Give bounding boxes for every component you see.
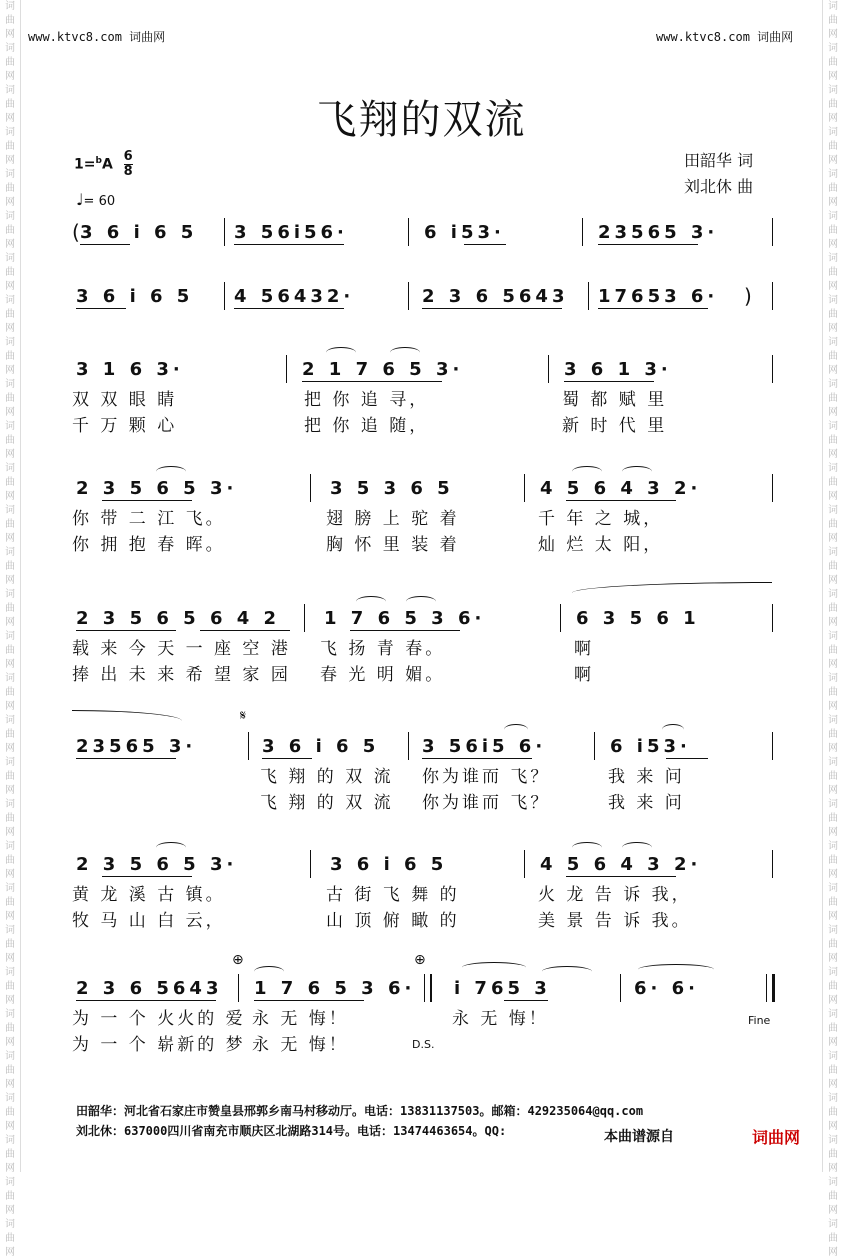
- bar-line: [772, 282, 773, 310]
- measure: 23565 3·: [76, 736, 197, 757]
- lyric-verse-2: 为 一 个 崭新的 梦: [72, 1035, 246, 1055]
- lyric-verse-1: 永 无 悔！: [252, 1009, 349, 1029]
- bar-line: [588, 282, 589, 310]
- bar-line: [286, 355, 287, 383]
- lyric-verse-2: 啊: [574, 665, 594, 685]
- bar-line: [582, 218, 583, 246]
- lyric-verse-2: 千 万 颗 心: [72, 416, 178, 436]
- fine-marking: Fine: [748, 1014, 771, 1027]
- score-row-7: [72, 850, 777, 931]
- lyric-verse-1: 黄 龙 溪 古 镇。: [72, 885, 226, 905]
- song-title: 飞翔的双流: [316, 97, 527, 143]
- measure: 2 3 6 5643: [422, 286, 569, 307]
- repeat-paren-open: (: [72, 220, 80, 244]
- bar-line: [772, 355, 773, 383]
- lyric-verse-2: 胸 怀 里 装 着: [326, 535, 460, 555]
- bar-line: [310, 474, 311, 502]
- composer-contact: 刘北休：637000四川省南充市顺庆区北湖路314号。电话：13474463654。QQ:: [76, 1124, 507, 1138]
- lyric-verse-2: 牧 马 山 白 云，: [72, 911, 226, 931]
- measure: 3 5 3 6 5: [330, 478, 454, 499]
- lyric-verse-1: 古 街 飞 舞 的: [326, 885, 460, 905]
- lyricist-contact: 田韶华：河北省石家庄市赞皇县邢郭乡南马村移动厅。电话：13831137503。邮箱：429235064@qq.com: [76, 1104, 644, 1118]
- bar-line: [224, 282, 225, 310]
- bar-line: [772, 604, 773, 632]
- lyric-verse-2: 你为谁而 飞？: [422, 793, 551, 813]
- lyric-verse-1: 蜀 都 赋 里: [562, 390, 668, 410]
- bar-line: [594, 732, 595, 760]
- bar-line: [772, 850, 773, 878]
- lyric-verse-1: 火 龙 告 诉 我，: [538, 885, 692, 905]
- measure: 6 3 5 6 1: [576, 608, 700, 629]
- score-row-3: [72, 355, 777, 436]
- lyric-verse-1: 载 来 今 天 一 座 空 港: [72, 639, 291, 659]
- bar-line: [424, 974, 425, 1002]
- lyric-verse-2: 春 光 明 媚。: [320, 665, 446, 685]
- site-url-right[interactable]: www.ktvc8.com 词曲网: [656, 30, 794, 44]
- time-signature: $\frac{6}{8}$: [123, 149, 133, 179]
- bar-line: [224, 218, 225, 246]
- measure: 3 6 1 3·: [564, 359, 672, 380]
- lyric-verse-1: 翅 膀 上 驼 着: [326, 509, 460, 529]
- measure: 6· 6·: [634, 978, 699, 999]
- measure: 6 i53·: [610, 736, 691, 757]
- final-bar-thin: [766, 974, 767, 1002]
- measure: 1 7 6 5 3 6·: [324, 608, 486, 629]
- measure: 4 5 6 4 3 2·: [540, 854, 702, 875]
- lyric-verse-2: 永 无 悔！: [252, 1035, 349, 1055]
- coda-sign: ⊕: [414, 952, 426, 968]
- score-row-1: [72, 218, 777, 256]
- measure: 4 5 6 4 3 2·: [540, 478, 702, 499]
- measure: 4 56432·: [234, 286, 355, 307]
- bar-line: [408, 218, 409, 246]
- measure: 3 56i56·: [234, 222, 348, 243]
- bar-line: [620, 974, 621, 1002]
- lyric-verse-1: 把 你 追 寻，: [304, 390, 430, 410]
- score-row-2: [72, 282, 777, 320]
- measure: i 765 3: [454, 978, 551, 999]
- measure: 23565 3·: [598, 222, 719, 243]
- watermark-right: 词 曲 网 词 曲 网 词 曲 网 词 曲 网 词 曲 网 词 曲 网 词 曲 网 词 曲 网 词 曲 网 词 曲 网 词 曲 网 词 曲 网 词 曲 网 词 曲 网 词 曲 网 词 曲 网 词 曲 网 词 曲 网 词 曲 网 词 曲 网 词 曲 网 词 曲 网 词 曲 网 词 曲 网 词 曲 网 词 曲 网 词 曲 网 词 曲 网 词 曲 网 词 曲 网: [828, 1, 838, 1258]
- measure: 2 3 5 6 5 3·: [76, 478, 238, 499]
- score-row-6: [72, 708, 777, 813]
- lyric-verse-2: 我 来 问: [608, 793, 685, 813]
- measure: 3 6 i 6 5: [330, 854, 448, 875]
- tempo-marking: ♩= 60: [76, 190, 116, 209]
- margin-line-right: [822, 0, 823, 1172]
- lyric-verse-1: 双 双 眼 睛: [72, 390, 178, 410]
- coda-sign: ⊕: [232, 952, 244, 968]
- bar-line: [310, 850, 311, 878]
- watermark-left: 词 曲 网 词 曲 网 词 曲 网 词 曲 网 词 曲 网 词 曲 网 词 曲 网 词 曲 网 词 曲 网 词 曲 网 词 曲 网 词 曲 网 词 曲 网 词 曲 网 词 曲 网 词 曲 网 词 曲 网 词 曲 网 词 曲 网 词 曲 网 词 曲 网 词 曲 网 词 曲 网 词 曲 网 词 曲 网 词 曲 网 词 曲 网 词 曲 网 词 曲 网 词 曲 网: [5, 1, 15, 1258]
- measure: 2 3 5 6 5 3·: [76, 854, 238, 875]
- bar-line: [772, 732, 773, 760]
- bar-line: [408, 732, 409, 760]
- measure: 3 6 i 6 5: [76, 286, 194, 307]
- lyric-verse-1: 千 年 之 城，: [538, 509, 664, 529]
- measure: 6 i53·: [424, 222, 505, 243]
- repeat-paren-close: ): [744, 284, 752, 308]
- source-label: 本曲谱源自: [604, 1129, 674, 1145]
- lyric-verse-2: 灿 烂 太 阳，: [538, 535, 664, 555]
- measure: 1 7 6 5 3 6·: [254, 978, 416, 999]
- segno-sign: 𝄋: [240, 708, 247, 724]
- lyricist-credit: 田韶华 词: [684, 151, 754, 170]
- lyric-verse-1: 你为谁而 飞？: [422, 767, 551, 787]
- key-signature: 1=$^b$A $\frac{6}{8}$: [74, 149, 133, 179]
- bar-line: [238, 974, 239, 1002]
- measure: 3 56i5 6·: [422, 736, 547, 757]
- measure: 2 3 5 6 5 6 4 2: [76, 608, 281, 629]
- measure: 2 3 6 5643: [76, 978, 223, 999]
- margin-line-left: [20, 0, 21, 1172]
- lyric-verse-2: 你 拥 抱 春 晖。: [72, 535, 226, 555]
- bar-line: [524, 850, 525, 878]
- lyric-verse-2: 把 你 追 随，: [304, 416, 430, 436]
- measure: 2 1 7 6 5 3·: [302, 359, 464, 380]
- lyric-verse-2: 山 顶 俯 瞰 的: [326, 911, 460, 931]
- lyric-verse-2: 新 时 代 里: [562, 416, 668, 436]
- measure: 3 6 i 6 5: [262, 736, 380, 757]
- site-url-left[interactable]: www.ktvc8.com 词曲网: [28, 30, 166, 44]
- score-row-8: [72, 952, 777, 1055]
- bar-line: [560, 604, 561, 632]
- score-row-4: [72, 474, 777, 555]
- ds-marking: D.S.: [412, 1038, 435, 1051]
- bar-line: [248, 732, 249, 760]
- bar-line: [304, 604, 305, 632]
- lyric-verse-1: 飞 翔 的 双 流: [260, 767, 394, 787]
- bar-line: [772, 474, 773, 502]
- repeat-bar: [430, 974, 432, 1002]
- measure: 3 1 6 3·: [76, 359, 184, 380]
- score-row-5: [72, 604, 777, 685]
- lyric-verse-2: 美 景 告 诉 我。: [538, 911, 692, 931]
- lyric-verse-1: 我 来 问: [608, 767, 685, 787]
- measure: 3 6 i 6 5: [80, 222, 198, 243]
- lyric-verse-1: 啊: [574, 639, 594, 659]
- lyric-verse-1: 永 无 悔！: [452, 1009, 549, 1029]
- lyric-verse-2: 捧 出 未 来 希 望 家 园: [72, 665, 291, 685]
- bar-line: [524, 474, 525, 502]
- lyric-verse-1: 飞 扬 青 春。: [320, 639, 446, 659]
- final-bar-thick: [772, 974, 775, 1002]
- bar-line: [548, 355, 549, 383]
- measure: 17653 6·: [598, 286, 719, 307]
- lyric-verse-1: 你 带 二 江 飞。: [72, 509, 226, 529]
- bar-line: [408, 282, 409, 310]
- lyric-verse-2: 飞 翔 的 双 流: [260, 793, 394, 813]
- bar-line: [772, 218, 773, 246]
- lyric-verse-1: 为 一 个 火火的 爱: [72, 1009, 246, 1029]
- brand-logo[interactable]: 词曲网: [752, 1128, 801, 1147]
- composer-credit: 刘北休 曲: [684, 177, 754, 196]
